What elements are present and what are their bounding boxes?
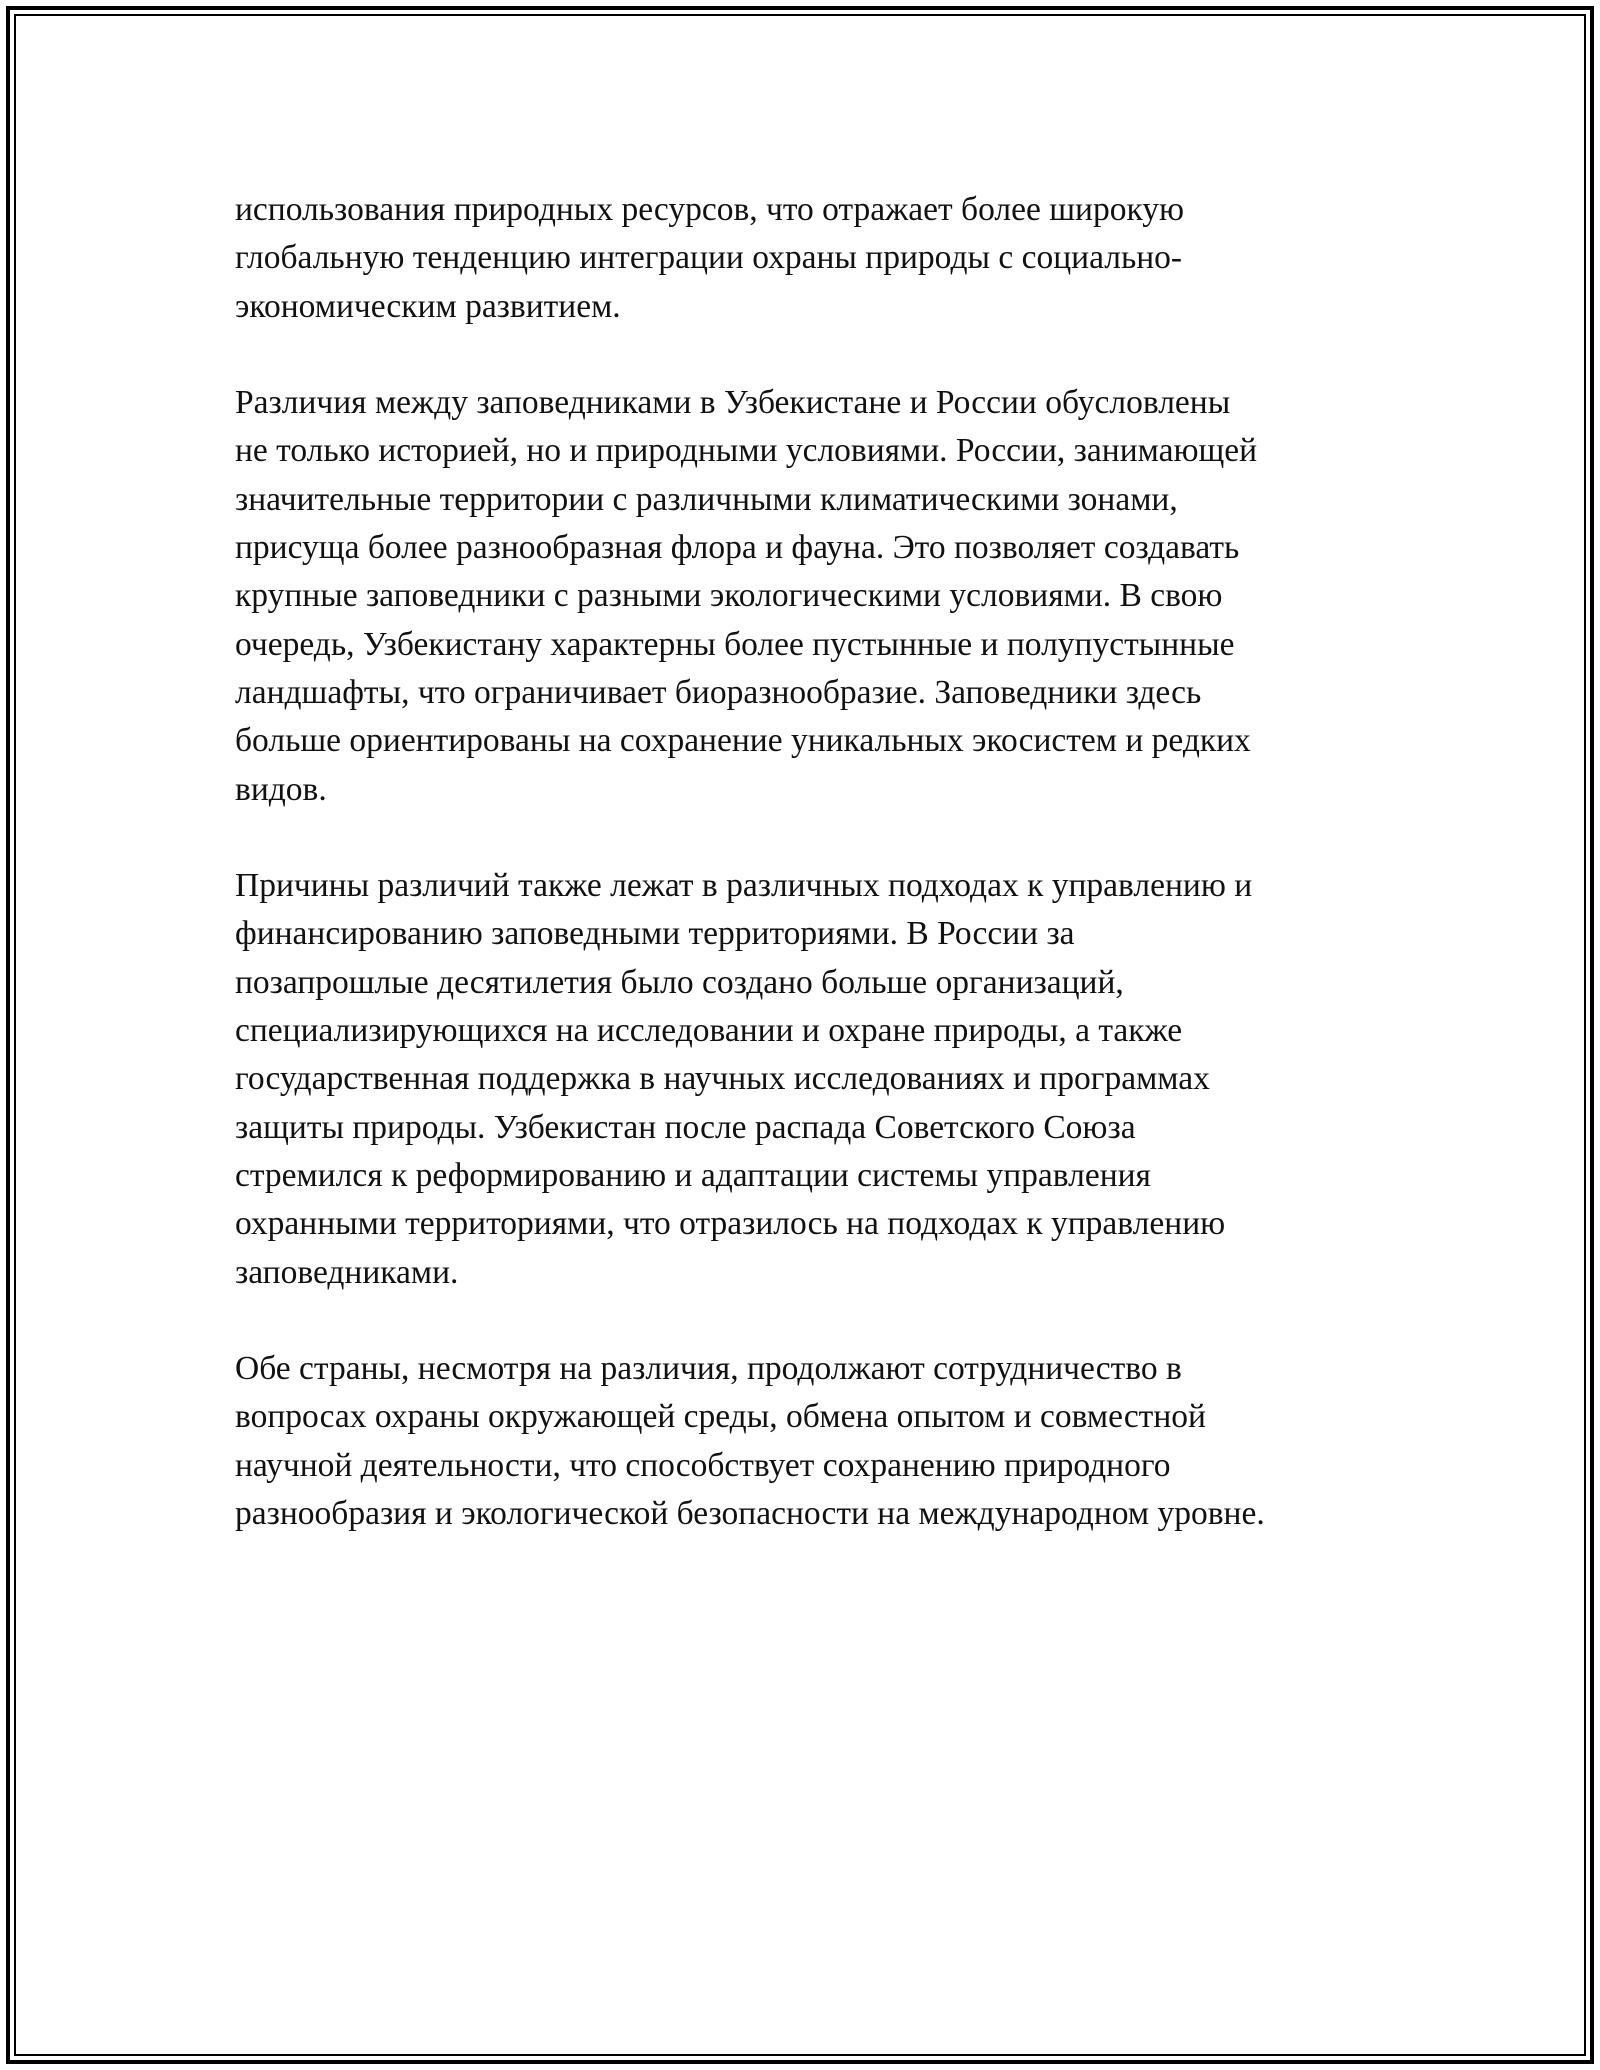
text-line: позапрошлые десятилетия было создано больше организаций,: [235, 963, 1124, 1001]
text-line: не только историей, но и природными условиями. России, занимающей: [235, 432, 1258, 470]
text-line: стремился к реформированию и адаптации системы управления: [235, 1156, 1151, 1194]
text-line: заповедниками.: [235, 1253, 459, 1291]
text-line: очередь, Узбекистану характерны более пустынные и полупустынные: [235, 625, 1235, 663]
text-line: Различия между заповедниками в Узбекистане и России обусловлены: [235, 384, 1231, 422]
text-line: крупные заповедники с разными экологическими условиями. В свою: [235, 577, 1223, 615]
document-body: [235, 186, 1385, 1538]
text-line: защиты природы. Узбекистан после распада Советского Союза: [235, 1108, 1136, 1146]
text-line: присуща более разнообразная флора и фауна. Это позволяет создавать: [235, 529, 1240, 567]
text-line: глобальную тенденцию интеграции охраны природы с социально-: [235, 239, 1183, 277]
text-line: больше ориентированы на сохранение уникальных экосистем и редких: [235, 722, 1251, 760]
text-line: значительные территории с различными климатическими зонами,: [235, 480, 1178, 518]
text-line: разнообразия и экологической безопасности на международном уровне.: [235, 1495, 1265, 1533]
paragraph-3: [235, 862, 1385, 1297]
text-line: Причины различий также лежат в различных подходах к управлению и: [235, 867, 1253, 905]
text-line: экономическим развитием.: [235, 287, 621, 325]
text-line: научной деятельности, что способствует сохранению природного: [235, 1446, 1171, 1484]
text-line: использования природных ресурсов, что отражает более широкую: [235, 191, 1185, 228]
paragraph-2: [235, 379, 1385, 814]
text-line: государственная поддержка в научных исследованиях и программах: [235, 1060, 1210, 1098]
text-line: Обе страны, несмотря на различия, продолжают сотрудничество в: [235, 1350, 1182, 1388]
text-line: специализирующихся на исследовании и охране природы, а также: [235, 1012, 1183, 1050]
paragraph-4: [235, 1345, 1385, 1538]
text-line: видов.: [235, 770, 327, 808]
text-line: вопросах охраны окружающей среды, обмена опытом и совместной: [235, 1398, 1206, 1436]
text-line: ландшафты, что ограничивает биоразнообразие. Заповедники здесь: [235, 673, 1202, 711]
paragraph-1: [235, 186, 1385, 331]
text-line: охранными территориями, что отразилось на подходах к управлению: [235, 1205, 1226, 1243]
text-line: финансированию заповедными территориями. В России за: [235, 915, 1075, 953]
